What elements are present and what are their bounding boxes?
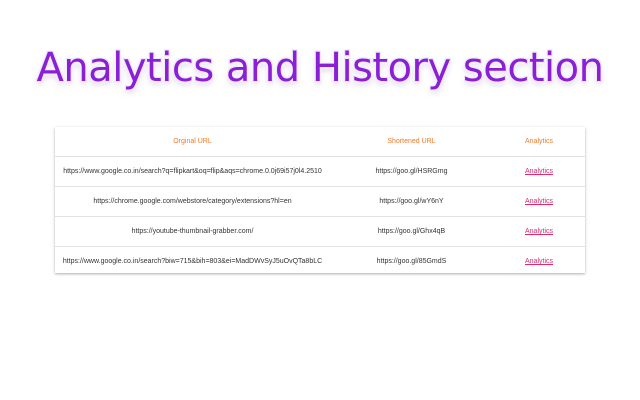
table-row: [55, 217, 585, 247]
column-header-original-url: Orginal URL: [55, 127, 330, 157]
original-url-cell: https://www.google.co.in/search?q=flipkart&oq=flip&aqs=chrome.0.0j69i57j0l4.2510: [55, 157, 330, 187]
history-table-card: [55, 127, 585, 273]
analytics-cell: [493, 247, 585, 274]
analytics-cell: [493, 157, 585, 187]
shortened-url-cell: https://goo.gl/HSRGmg: [330, 157, 493, 187]
analytics-link[interactable]: Analytics: [524, 168, 553, 175]
page-title: Analytics and History section: [36, 45, 604, 91]
analytics-link[interactable]: Analytics: [524, 198, 553, 205]
original-url-cell: https://www.google.co.in/search?biw=715&bih=803&ei=MadDWvSyJ5uOvQTa8bLC: [62, 258, 323, 265]
table-header-row: [55, 127, 585, 157]
table-row: [55, 247, 585, 274]
original-url-cell: https://chrome.google.com/webstore/category/extensions?hl=en: [55, 187, 330, 217]
analytics-link[interactable]: Analytics: [524, 258, 553, 265]
analytics-cell: [493, 217, 585, 247]
history-table: [55, 127, 585, 273]
table-row: [55, 187, 585, 217]
analytics-link[interactable]: Analytics: [524, 228, 553, 235]
shortened-url-cell: https://goo.gl/85GmdS: [376, 258, 447, 265]
analytics-cell: [493, 187, 585, 217]
shortened-url-cell: https://goo.gl/Ghx4qB: [330, 217, 493, 247]
original-url-cell: https://youtube-thumbnail-grabber.com/: [55, 217, 330, 247]
table-row: [55, 157, 585, 187]
shortened-url-cell: https://goo.gl/wY6nY: [330, 187, 493, 217]
column-header-analytics: Analytics: [493, 127, 585, 157]
column-header-shortened-url: Shortened URL: [330, 127, 493, 157]
